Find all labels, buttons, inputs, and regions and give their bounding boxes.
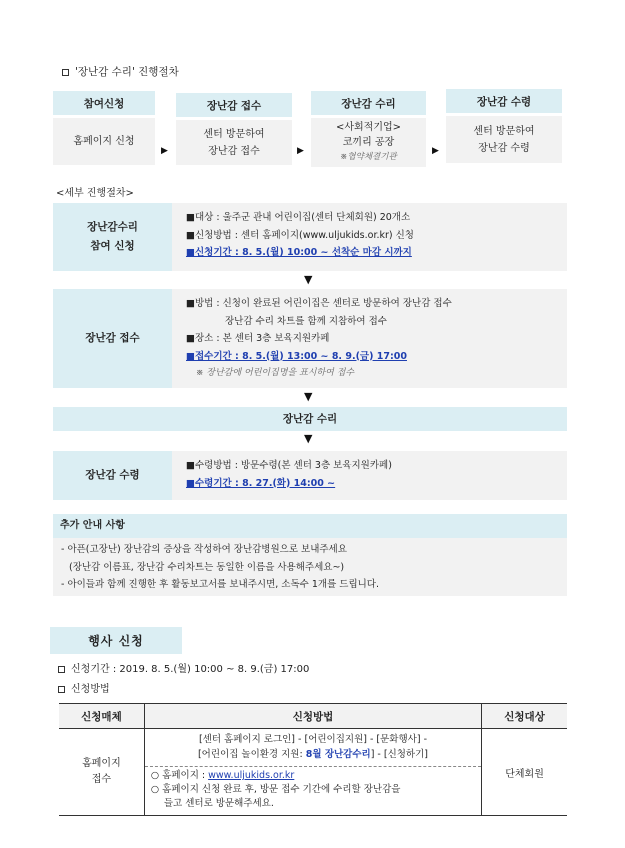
repair-label: 장난감 수리 [53,407,567,431]
apply-label: 장난감수리 참여 신청 [53,203,172,271]
method-instructions: ○ 홈페이지 : www.uljukids.or.kr ○ 홈페이지 신청 완료 후, 방문 접수 기간에 수리할 장난감을 들고 센터로 방문해주세요. [150,770,401,809]
checkbox-square-icon [58,686,65,693]
event-period: 신청기간 : 2019. 8. 5.(월) 10:00 ~ 8. 9.(금) 17:00 [58,660,309,675]
pickup-label: 장난감 수령 [53,451,172,500]
pickup-details: ■수령방법 : 방문수령(본 센터 3층 보육지원카페) ■수령기간 : 8. 27.(화) 14:00 ~ [172,451,567,500]
header-method: 신청방법 [144,704,481,729]
checkbox-square-icon [58,666,65,673]
step-apply-title: 참여신청 [53,91,155,115]
method-cell [144,729,481,816]
arrow-down-icon: ▼ [304,273,313,286]
checkbox-square-icon [62,69,69,76]
arrow-right-icon: ▶ [161,146,168,156]
receive-label: 장난감 접수 [53,289,172,388]
pickup-period: ■수령기간 : 8. 27.(화) 14:00 ~ [186,477,336,489]
event-method-label: 신청방법 [58,680,110,695]
arrow-right-icon: ▶ [297,146,304,156]
arrow-down-icon: ▼ [304,390,313,403]
apply-period: ■신청기간 : 8. 5.(월) 10:00 ~ 선착순 마감 시까지 [186,247,412,258]
target-cell: 단체회원 [482,729,567,816]
procedure-title: '장난감 수리' 진행절차 [62,64,179,79]
receive-period: ■접수기간 : 8. 5.(월) 13:00 ~ 8. 9.(금) 17:00 [186,350,407,362]
arrow-right-icon: ▶ [432,146,439,156]
extra-info-title: 추가 안내 사항 [53,514,567,538]
medium-cell: 홈페이지 접수 [59,729,144,816]
header-medium: 신청매체 [59,704,144,729]
extra-info-body: - 아픈(고장난) 장난감의 증상을 작성하여 장난감병원으로 보내주세요 (장난감 이름표, 장난감 수리차트는 동일한 이름을 사용해주세요~) - 아이들과 함께 진행한 후 활동보고서를 보내주시면, 소독수 1개를 드립니다. [53,538,567,596]
step-pickup-title: 장난감 수령 [446,89,562,113]
event-title: 행사 신청 [50,627,182,654]
menu-path-highlight: 8월 장난감수리 [305,749,371,760]
arrow-down-icon: ▼ [304,432,313,445]
step-apply-body: 홈페이지 신청 [53,118,155,165]
step-repair-body: <사회적기업> 코끼리 공장 ※협약체결기관 [311,118,426,167]
step-repair-title: 장난감 수리 [311,91,426,115]
step-receive-body: 센터 방문하여 장난감 접수 [176,120,292,165]
header-target: 신청대상 [482,704,567,729]
registration-table [59,703,567,816]
receive-details: ■방법 : 신청이 완료된 어린이집은 센터로 방문하여 장난감 접수 장난감 수리 차트를 함께 지참하여 접수 ■장소 : 본 센터 3층 보육지원카페 ■접수기간 : 8. 5.(월) 13:00 ~ 8. 9.(금) 17:00 ※ 장난감에 어린이집명을 표시하여 접수 [172,289,567,388]
step-pickup-body: 센터 방문하여 장난감 수령 [446,116,562,163]
apply-details: ■대상 : 울주군 관내 어린이집(센터 단체회원) 20개소 ■신청방법 : 센터 홈페이지(www.uljukids.or.kr) 신청 ■신청기간 : 8. 5.(월) 10:00 ~ 선착순 마감 시까지 [172,203,567,271]
detail-procedure-title: <세부 진행절차> [56,188,134,199]
menu-path: [센터 홈페이지 로그인] - [어린이집지원] - [문화행사] - [어린이집 놀이환경 지원: 8월 장난감수리] - [신청하기] [145,729,481,767]
homepage-link[interactable]: www.uljukids.or.kr [208,770,295,781]
step-receive-title: 장난감 접수 [176,93,292,117]
